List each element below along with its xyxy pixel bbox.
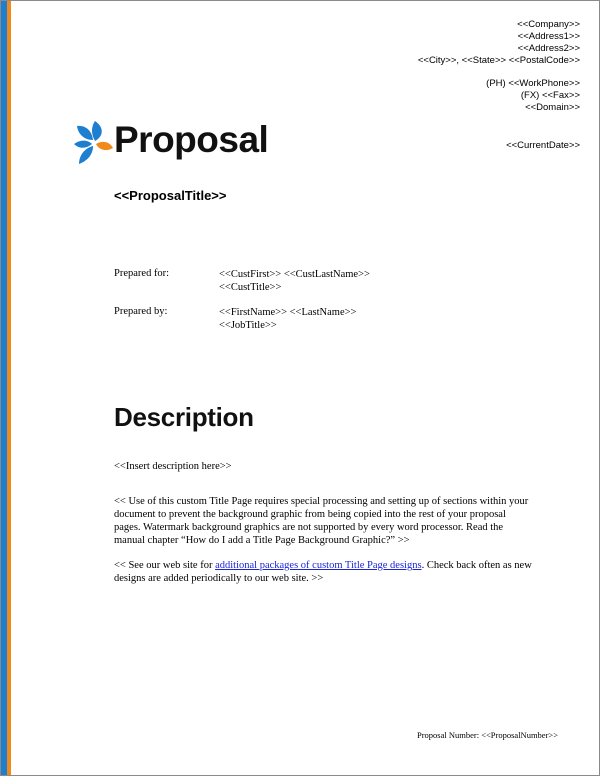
proposal-title: <<ProposalTitle>> [114, 188, 227, 203]
blue-orange-leaf-logo-icon [73, 117, 113, 165]
title-page-instructions: << Use of this custom Title Page requires special processing and setting up of sections within your document to prevent the background graphic from being copied into the rest of your proposal pages. Watermark background graphics are not supported by every word processor. Read the manual chapter “How do I add a Title Page Background Graphic?” >> [114, 496, 529, 546]
proposal-number: Proposal Number: <<ProposalNumber>> [417, 730, 558, 740]
preparer-job-title: <<JobTitle>> [219, 320, 277, 331]
left-stripe-gap [11, 1, 12, 776]
customer-title: <<CustTitle>> [219, 282, 282, 293]
preparer-name: <<FirstName>> <<LastName>> [219, 307, 357, 318]
prepared-for-label: Prepared for: [114, 268, 170, 279]
website-note [114, 559, 534, 585]
fax-number: (FX) <<Fax>> [520, 90, 580, 101]
address-line-2: <<Address2>> [517, 43, 580, 54]
address-line-1: <<Address1>> [517, 31, 580, 42]
title-page-designs-link[interactable]: additional packages of custom Title Page designs [215, 560, 422, 571]
prepared-by-label: Prepared by: [114, 306, 168, 317]
city-state-postal: <<City>>, <<State>> <<PostalCode>> [417, 55, 580, 66]
description-placeholder: <<Insert description here>> [114, 461, 232, 472]
website-note-text-end: . Check back often as new designs are added periodically to our web site. >> [114, 560, 532, 584]
web-domain: <<Domain>> [525, 102, 580, 113]
company-name: <<Company>> [517, 19, 580, 30]
customer-name: <<CustFirst>> <<CustLastName>> [219, 269, 370, 280]
description-heading: Description [114, 402, 254, 432]
proposal-brand-title: Proposal [114, 119, 269, 160]
current-date: <<CurrentDate>> [506, 140, 580, 151]
website-note-text-start: << See our web site for [114, 560, 216, 571]
work-phone: (PH) <<WorkPhone>> [486, 78, 580, 89]
